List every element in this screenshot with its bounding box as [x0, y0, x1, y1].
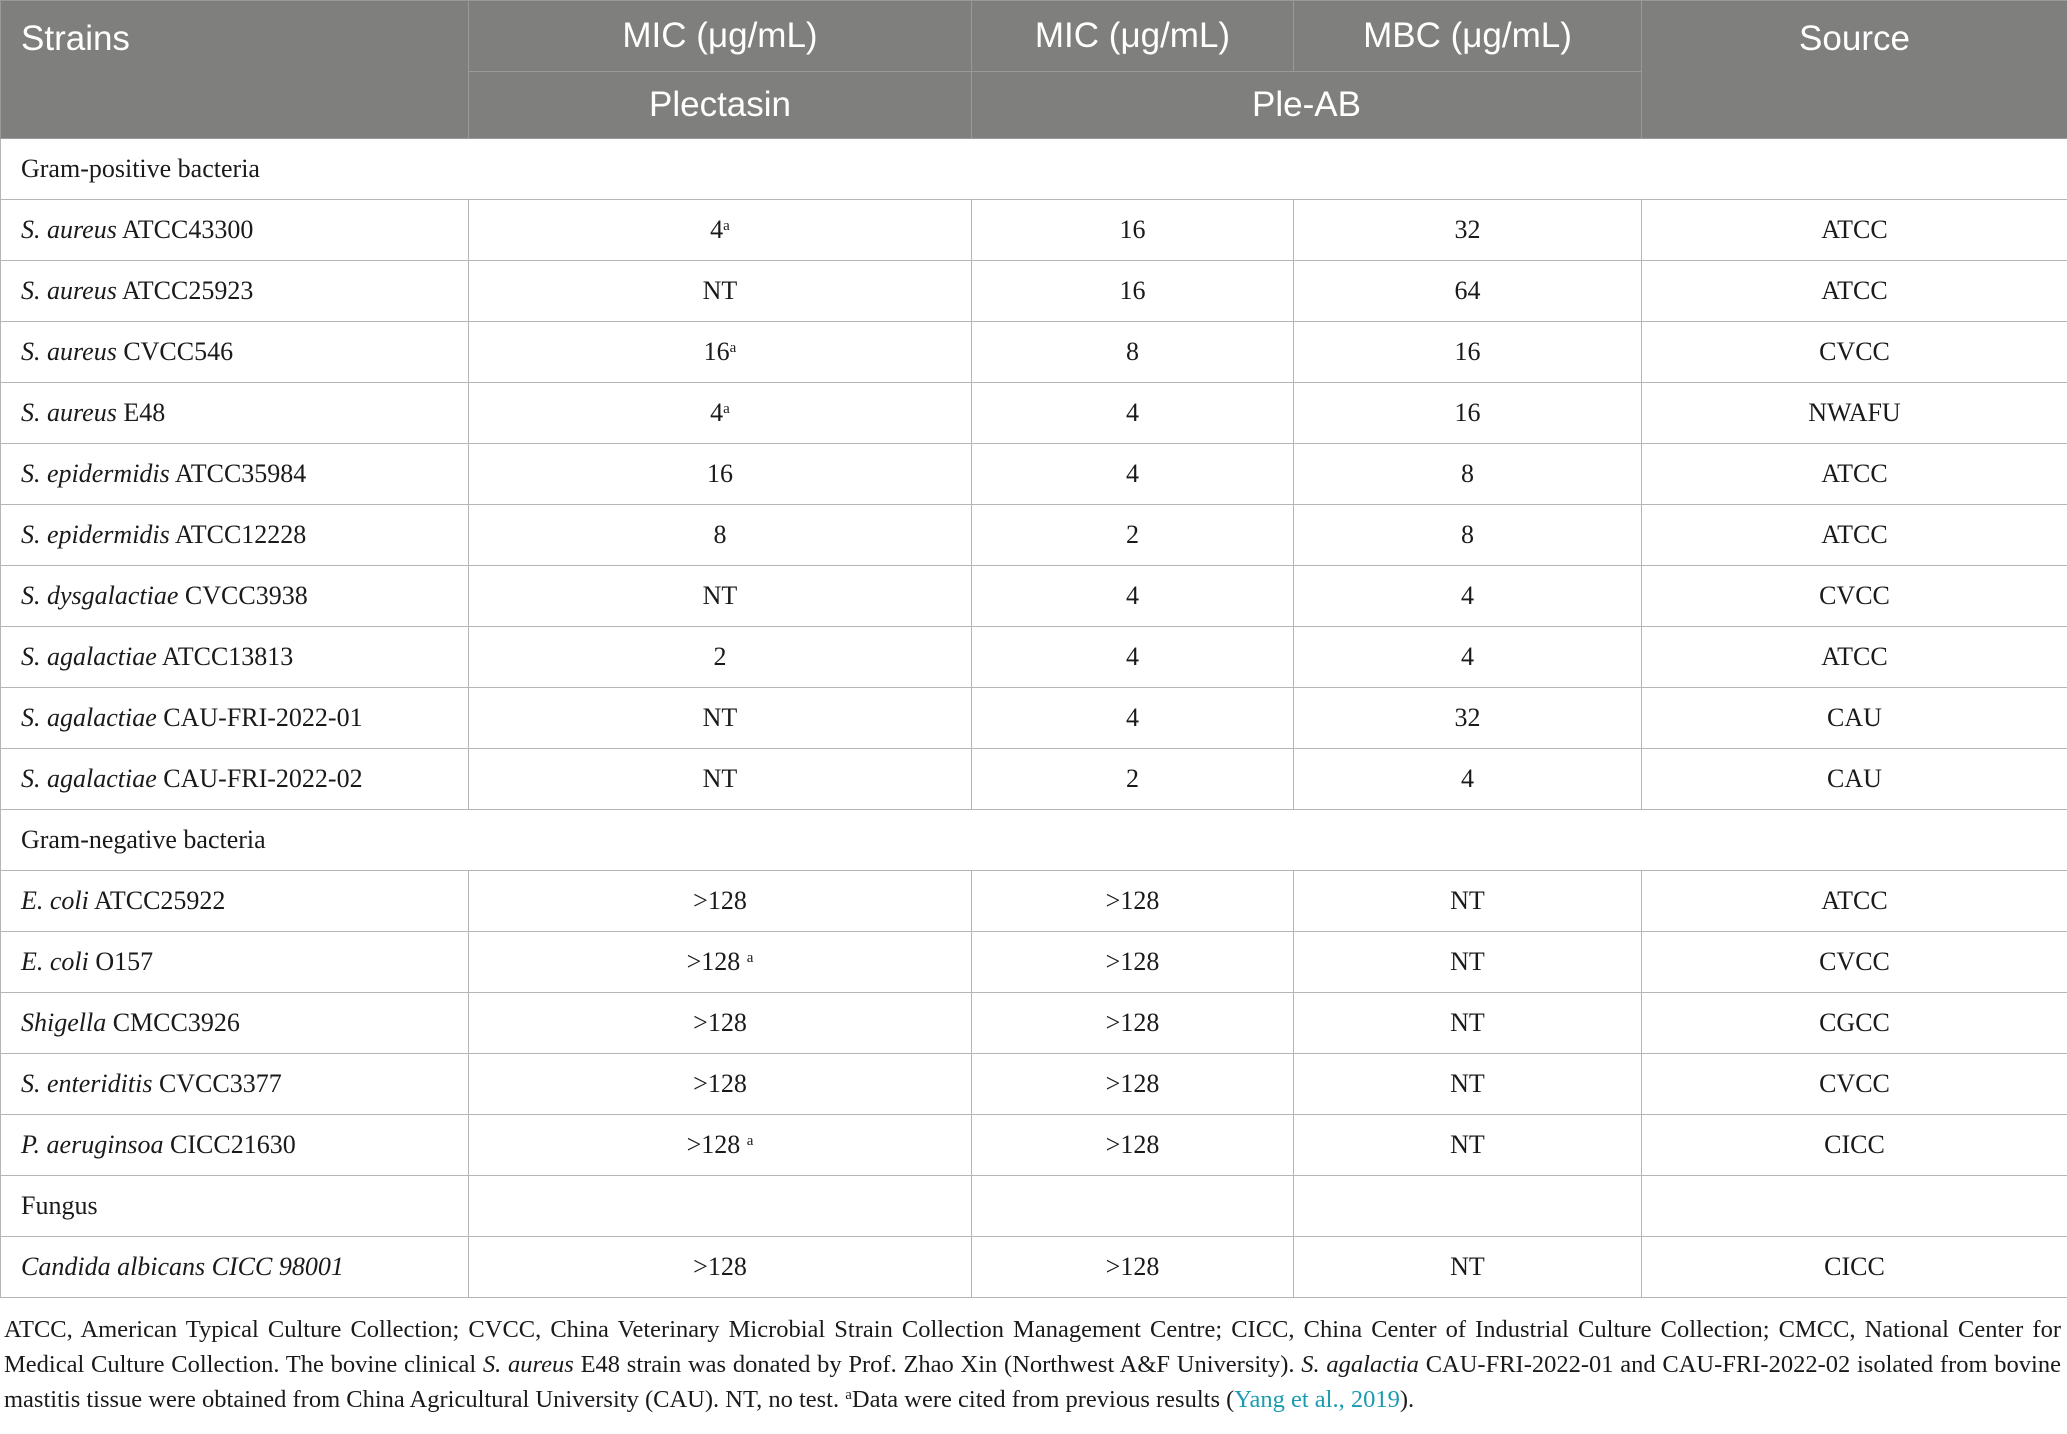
table-row	[1, 505, 2067, 566]
plectasin-mic-cell: NT	[469, 261, 972, 322]
strain-cell: E. coli O157	[1, 932, 469, 993]
table-row	[1, 200, 2067, 261]
strain-cell: P. aeruginsoa CICC21630	[1, 1115, 469, 1176]
source-cell: CGCC	[1642, 993, 2067, 1054]
source-cell: CAU	[1642, 749, 2067, 810]
table-row	[1, 688, 2067, 749]
pleab-mic-cell: 4	[972, 688, 1294, 749]
section-gram-positive: Gram-positive bacteria	[1, 139, 2067, 200]
pleab-mbc-cell: NT	[1294, 993, 1642, 1054]
section-fungus: Fungus	[1, 1176, 469, 1237]
table-row	[1, 444, 2067, 505]
table-row	[1, 627, 2067, 688]
table-row	[1, 322, 2067, 383]
table-row	[1, 1115, 2067, 1176]
empty-cell	[972, 1176, 1294, 1237]
header-mic-plectasin: MIC (μg/mL)	[469, 1, 972, 72]
header-mic-pleab: MIC (μg/mL)	[972, 1, 1294, 72]
pleab-mbc-cell: NT	[1294, 1237, 1642, 1298]
table-row	[1, 993, 2067, 1054]
source-cell: ATCC	[1642, 627, 2067, 688]
table-footnote: ATCC, American Typical Culture Collection; CVCC, China Veterinary Microbial Strain Collection Management Centre; CICC, China Center of Industrial Culture Collection; CMCC, National Center for Medical Culture Collection. The bovine clinical S. aureus E48 strain was donated by Prof. Zhao Xin (Northwest A&F University). S. agalactia CAU-FRI-2022-01 and CAU-FRI-2022-02 isolated from bovine mastitis tissue were obtained from China Agricultural University (CAU). NT, no test. $^a$Data were cited from previous results (Yang et al., 2019).	[4, 1316, 2061, 1413]
table-row	[1, 1237, 2067, 1298]
plectasin-mic-cell: 16$^a$	[469, 322, 972, 383]
empty-cell	[1294, 1176, 1642, 1237]
header-pleab: Ple-AB	[972, 72, 1642, 139]
table-row	[1, 1054, 2067, 1115]
empty-cell	[1642, 1176, 2067, 1237]
header-mbc-pleab: MBC (μg/mL)	[1294, 1, 1642, 72]
plectasin-mic-cell: NT	[469, 688, 972, 749]
strain-cell: S. aureus ATCC25923	[1, 261, 469, 322]
pleab-mic-cell: 4	[972, 444, 1294, 505]
strain-cell: S. epidermidis ATCC35984	[1, 444, 469, 505]
strain-cell: S. aureus E48	[1, 383, 469, 444]
strain-cell: S. agalactiae CAU-FRI-2022-01	[1, 688, 469, 749]
table-row	[1, 749, 2067, 810]
pleab-mbc-cell: NT	[1294, 871, 1642, 932]
pleab-mic-cell: 4	[972, 383, 1294, 444]
section-row	[1, 1176, 2067, 1237]
table-row	[1, 932, 2067, 993]
pleab-mic-cell: 16	[972, 200, 1294, 261]
pleab-mbc-cell: NT	[1294, 932, 1642, 993]
source-cell: CICC	[1642, 1115, 2067, 1176]
source-cell: ATCC	[1642, 261, 2067, 322]
strain-cell: S. aureus ATCC43300	[1, 200, 469, 261]
pleab-mbc-cell: 4	[1294, 566, 1642, 627]
section-gram-negative: Gram-negative bacteria	[1, 810, 2067, 871]
source-cell: ATCC	[1642, 505, 2067, 566]
plectasin-mic-cell: NT	[469, 749, 972, 810]
strain-cell: S. agalactiae ATCC13813	[1, 627, 469, 688]
pleab-mic-cell: >128	[972, 1054, 1294, 1115]
pleab-mic-cell: 16	[972, 261, 1294, 322]
strain-cell: S. dysgalactiae CVCC3938	[1, 566, 469, 627]
pleab-mbc-cell: 8	[1294, 505, 1642, 566]
strain-cell: E. coli ATCC25922	[1, 871, 469, 932]
source-cell: ATCC	[1642, 444, 2067, 505]
plectasin-mic-cell: 4$^a$	[469, 383, 972, 444]
plectasin-mic-cell: >128 $^a$	[469, 932, 972, 993]
source-cell: CVCC	[1642, 932, 2067, 993]
source-cell: ATCC	[1642, 871, 2067, 932]
source-cell: CICC	[1642, 1237, 2067, 1298]
pleab-mic-cell: >128	[972, 932, 1294, 993]
source-cell: CVCC	[1642, 322, 2067, 383]
plectasin-mic-cell: >128	[469, 1237, 972, 1298]
table-row	[1, 566, 2067, 627]
strain-cell: S. agalactiae CAU-FRI-2022-02	[1, 749, 469, 810]
strain-cell: Shigella CMCC3926	[1, 993, 469, 1054]
section-row	[1, 139, 2067, 200]
pleab-mbc-cell: 16	[1294, 383, 1642, 444]
section-row	[1, 810, 2067, 871]
pleab-mic-cell: >128	[972, 993, 1294, 1054]
source-cell: CVCC	[1642, 1054, 2067, 1115]
pleab-mbc-cell: 8	[1294, 444, 1642, 505]
plectasin-mic-cell: >128 $^a$	[469, 1115, 972, 1176]
empty-cell	[469, 1176, 972, 1237]
plectasin-mic-cell: 2	[469, 627, 972, 688]
strain-cell: Candida albicans CICC 98001	[1, 1237, 469, 1298]
plectasin-mic-cell: >128	[469, 993, 972, 1054]
plectasin-mic-cell: 8	[469, 505, 972, 566]
pleab-mic-cell: >128	[972, 1237, 1294, 1298]
header-source: Source	[1642, 1, 2067, 139]
strain-cell: S. epidermidis ATCC12228	[1, 505, 469, 566]
pleab-mbc-cell: NT	[1294, 1054, 1642, 1115]
plectasin-mic-cell: 16	[469, 444, 972, 505]
source-cell: ATCC	[1642, 200, 2067, 261]
plectasin-mic-cell: NT	[469, 566, 972, 627]
pleab-mbc-cell: 16	[1294, 322, 1642, 383]
table-row	[1, 383, 2067, 444]
pleab-mbc-cell: NT	[1294, 1115, 1642, 1176]
pleab-mic-cell: 2	[972, 749, 1294, 810]
strain-cell: S. enteriditis CVCC3377	[1, 1054, 469, 1115]
pleab-mic-cell: >128	[972, 1115, 1294, 1176]
strain-cell: S. aureus CVCC546	[1, 322, 469, 383]
pleab-mic-cell: 8	[972, 322, 1294, 383]
table-row	[1, 871, 2067, 932]
pleab-mbc-cell: 32	[1294, 688, 1642, 749]
header-strains: Strains	[1, 1, 469, 139]
header-plectasin: Plectasin	[469, 72, 972, 139]
citation-link[interactable]: Yang et al., 2019	[1234, 1386, 1400, 1413]
pleab-mic-cell: 4	[972, 627, 1294, 688]
pleab-mbc-cell: 4	[1294, 627, 1642, 688]
plectasin-mic-cell: >128	[469, 871, 972, 932]
pleab-mic-cell: 2	[972, 505, 1294, 566]
pleab-mbc-cell: 64	[1294, 261, 1642, 322]
plectasin-mic-cell: 4$^a$	[469, 200, 972, 261]
pleab-mic-cell: >128	[972, 871, 1294, 932]
pleab-mbc-cell: 4	[1294, 749, 1642, 810]
source-cell: NWAFU	[1642, 383, 2067, 444]
pleab-mbc-cell: 32	[1294, 200, 1642, 261]
source-cell: CVCC	[1642, 566, 2067, 627]
plectasin-mic-cell: >128	[469, 1054, 972, 1115]
source-cell: CAU	[1642, 688, 2067, 749]
pleab-mic-cell: 4	[972, 566, 1294, 627]
table-row	[1, 261, 2067, 322]
